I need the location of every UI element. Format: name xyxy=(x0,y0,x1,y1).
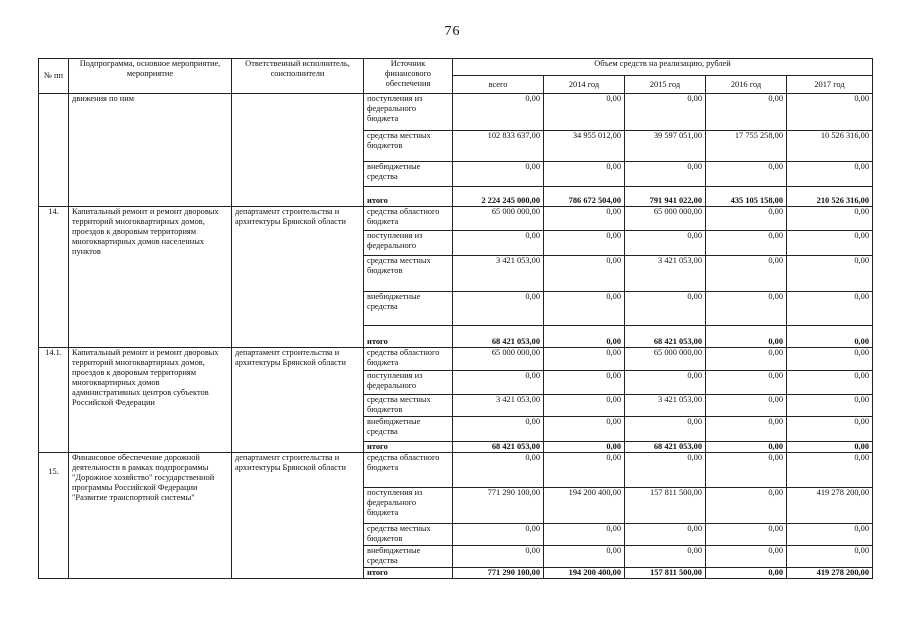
amount-cell: 771 290 100,00 xyxy=(453,568,544,579)
table-row xyxy=(39,207,873,231)
amount-cell: 157 811 500,00 xyxy=(625,568,706,579)
amount-cell: 0,00 xyxy=(625,94,706,131)
amount-cell: 0,00 xyxy=(787,453,873,488)
amount-cell: 0,00 xyxy=(453,162,544,187)
source-cell: внебюджетные средства xyxy=(364,417,453,442)
amount-cell: 0,00 xyxy=(706,417,787,442)
source-cell: поступления из федерального xyxy=(364,371,453,395)
amount-cell: 0,00 xyxy=(453,417,544,442)
amount-cell: 157 811 500,00 xyxy=(625,488,706,524)
header-source: Источник финансового обеспечения xyxy=(364,59,453,94)
source-cell: поступления из федерального бюджета xyxy=(364,488,453,524)
amount-cell: 0,00 xyxy=(787,94,873,131)
amount-cell: 419 278 200,00 xyxy=(787,568,873,579)
amount-cell: 65 000 000,00 xyxy=(625,207,706,231)
amount-cell: 771 290 100,00 xyxy=(453,488,544,524)
program-cell: Капитальный ремонт и ремонт дворовых территорий многоквартирных домов, проездов к дворовым территориям многоквартирных домов населенных пунктов xyxy=(69,207,232,348)
header-total: всего xyxy=(453,76,544,94)
source-cell: итого xyxy=(364,442,453,453)
amount-cell: 0,00 xyxy=(787,371,873,395)
amount-cell: 0,00 xyxy=(544,162,625,187)
amount-cell: 0,00 xyxy=(787,442,873,453)
amount-cell: 0,00 xyxy=(706,453,787,488)
amount-cell: 419 278 200,00 xyxy=(787,488,873,524)
amount-cell: 0,00 xyxy=(706,94,787,131)
amount-cell: 0,00 xyxy=(706,162,787,187)
source-cell: средства местных бюджетов xyxy=(364,256,453,292)
amount-cell: 34 955 012,00 xyxy=(544,131,625,162)
amount-cell: 0,00 xyxy=(706,256,787,292)
amount-cell: 0,00 xyxy=(787,348,873,371)
amount-cell: 0,00 xyxy=(544,326,625,348)
amount-cell: 0,00 xyxy=(453,231,544,256)
header-program: Подпрограмма, основное мероприятие, мероприятие xyxy=(69,59,232,94)
amount-cell: 0,00 xyxy=(706,348,787,371)
header-responsible: Ответственный исполнитель, соисполнители xyxy=(232,59,364,94)
source-cell: итого xyxy=(364,326,453,348)
source-cell: итого xyxy=(364,187,453,207)
source-cell: внебюджетные средства xyxy=(364,546,453,568)
row-number: 14. xyxy=(39,207,69,348)
amount-cell: 0,00 xyxy=(706,207,787,231)
program-cell: Финансовое обеспечение дорожной деятельности в рамках подпрограммы "Дорожное хозяйство" государственной программы Российской Федерации "Развитие транспортной системы" xyxy=(69,453,232,579)
source-cell: средства областного бюджета xyxy=(364,348,453,371)
amount-cell: 0,00 xyxy=(706,488,787,524)
amount-cell: 0,00 xyxy=(706,395,787,417)
amount-cell: 0,00 xyxy=(787,524,873,546)
amount-cell: 68 421 053,00 xyxy=(453,326,544,348)
amount-cell: 0,00 xyxy=(625,453,706,488)
amount-cell: 65 000 000,00 xyxy=(625,348,706,371)
amount-cell: 0,00 xyxy=(544,442,625,453)
amount-cell: 0,00 xyxy=(706,231,787,256)
amount-cell: 0,00 xyxy=(544,453,625,488)
amount-cell: 0,00 xyxy=(544,231,625,256)
responsible-cell: департамент строительства и архитектуры Брянской области xyxy=(232,207,364,348)
responsible-cell xyxy=(232,94,364,207)
amount-cell: 0,00 xyxy=(544,395,625,417)
source-cell: внебюджетные средства xyxy=(364,162,453,187)
amount-cell: 0,00 xyxy=(787,546,873,568)
source-cell: итого xyxy=(364,568,453,579)
amount-cell: 194 200 400,00 xyxy=(544,568,625,579)
source-cell: поступления из федерального xyxy=(364,231,453,256)
amount-cell: 3 421 053,00 xyxy=(453,256,544,292)
source-cell: поступления из федерального бюджета xyxy=(364,94,453,131)
amount-cell: 0,00 xyxy=(787,207,873,231)
amount-cell: 0,00 xyxy=(787,162,873,187)
amount-cell: 791 941 022,00 xyxy=(625,187,706,207)
table-row xyxy=(39,453,873,488)
amount-cell: 435 105 158,00 xyxy=(706,187,787,207)
amount-cell: 65 000 000,00 xyxy=(453,348,544,371)
row-number xyxy=(39,94,69,207)
responsible-cell: департамент строительства и архитектуры Брянской области xyxy=(232,453,364,579)
header-2016: 2016 год xyxy=(706,76,787,94)
amount-cell: 0,00 xyxy=(706,568,787,579)
amount-cell: 0,00 xyxy=(706,292,787,326)
amount-cell: 0,00 xyxy=(544,417,625,442)
amount-cell: 17 755 258,00 xyxy=(706,131,787,162)
amount-cell: 194 200 400,00 xyxy=(544,488,625,524)
amount-cell: 210 526 316,00 xyxy=(787,187,873,207)
header-2015: 2015 год xyxy=(625,76,706,94)
amount-cell: 0,00 xyxy=(453,453,544,488)
header-2017: 2017 год xyxy=(787,76,873,94)
amount-cell: 0,00 xyxy=(625,417,706,442)
program-cell: Капитальный ремонт и ремонт дворовых территорий многоквартирных домов, проездов к дворовым территориям многоквартирных домов административных центров субъектов Российской Федерации xyxy=(69,348,232,453)
source-cell: средства областного бюджета xyxy=(364,207,453,231)
amount-cell: 0,00 xyxy=(625,546,706,568)
amount-cell: 68 421 053,00 xyxy=(625,442,706,453)
program-cell: движения по ним xyxy=(69,94,232,207)
source-cell: средства местных бюджетов xyxy=(364,395,453,417)
budget-table xyxy=(38,58,873,579)
amount-cell: 3 421 053,00 xyxy=(625,395,706,417)
amount-cell: 0,00 xyxy=(787,231,873,256)
amount-cell: 0,00 xyxy=(706,442,787,453)
amount-cell: 0,00 xyxy=(625,231,706,256)
amount-cell: 0,00 xyxy=(787,326,873,348)
amount-cell: 0,00 xyxy=(625,524,706,546)
amount-cell: 0,00 xyxy=(453,524,544,546)
header-no: № пп xyxy=(39,59,69,94)
amount-cell: 0,00 xyxy=(453,371,544,395)
amount-cell: 0,00 xyxy=(453,292,544,326)
amount-cell: 0,00 xyxy=(625,371,706,395)
amount-cell: 0,00 xyxy=(787,256,873,292)
amount-cell: 0,00 xyxy=(544,348,625,371)
header-amount-group: Объем средств на реализацию, рублей xyxy=(453,59,873,76)
amount-cell: 10 526 316,00 xyxy=(787,131,873,162)
row-number: 14.1. xyxy=(39,348,69,453)
amount-cell: 0,00 xyxy=(544,207,625,231)
amount-cell: 0,00 xyxy=(787,417,873,442)
page-number: 76 xyxy=(444,24,461,39)
amount-cell: 0,00 xyxy=(544,292,625,326)
amount-cell: 0,00 xyxy=(706,326,787,348)
amount-cell: 786 672 504,00 xyxy=(544,187,625,207)
table-row xyxy=(39,94,873,131)
amount-cell: 0,00 xyxy=(453,546,544,568)
amount-cell: 0,00 xyxy=(706,371,787,395)
amount-cell: 68 421 053,00 xyxy=(625,326,706,348)
amount-cell: 0,00 xyxy=(544,546,625,568)
amount-cell: 0,00 xyxy=(544,371,625,395)
amount-cell: 0,00 xyxy=(453,94,544,131)
source-cell: средства областного бюджета xyxy=(364,453,453,488)
amount-cell: 0,00 xyxy=(787,395,873,417)
source-cell: внебюджетные средства xyxy=(364,292,453,326)
amount-cell: 65 000 000,00 xyxy=(453,207,544,231)
amount-cell: 0,00 xyxy=(706,524,787,546)
amount-cell: 0,00 xyxy=(625,292,706,326)
amount-cell: 0,00 xyxy=(544,524,625,546)
source-cell: средства местных бюджетов xyxy=(364,524,453,546)
amount-cell: 102 833 637,00 xyxy=(453,131,544,162)
source-cell: средства местных бюджетов xyxy=(364,131,453,162)
amount-cell: 0,00 xyxy=(544,94,625,131)
amount-cell: 68 421 053,00 xyxy=(453,442,544,453)
amount-cell: 0,00 xyxy=(544,256,625,292)
amount-cell: 2 224 245 000,00 xyxy=(453,187,544,207)
responsible-cell: департамент строительства и архитектуры Брянской области xyxy=(232,348,364,453)
amount-cell: 0,00 xyxy=(706,546,787,568)
header-2014: 2014 год xyxy=(544,76,625,94)
amount-cell: 0,00 xyxy=(625,162,706,187)
amount-cell: 39 597 051,00 xyxy=(625,131,706,162)
amount-cell: 3 421 053,00 xyxy=(453,395,544,417)
amount-cell: 3 421 053,00 xyxy=(625,256,706,292)
row-number: 15. xyxy=(39,453,69,579)
amount-cell: 0,00 xyxy=(787,292,873,326)
table-row xyxy=(39,348,873,371)
